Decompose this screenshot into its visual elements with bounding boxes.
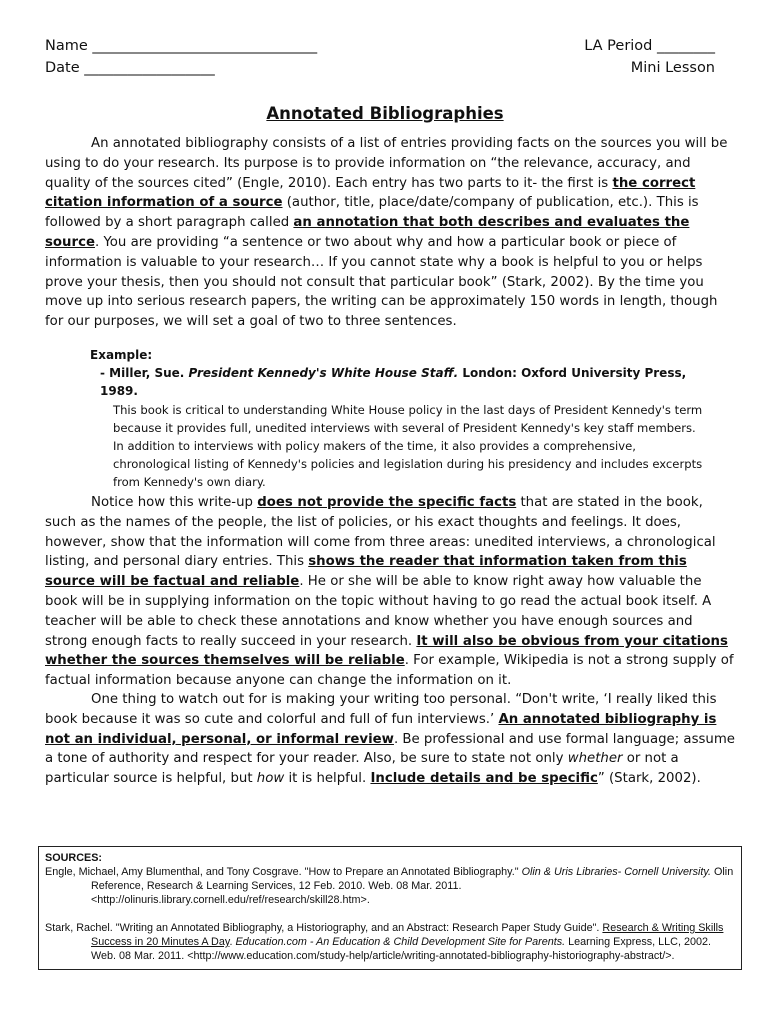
italic-run: whether bbox=[567, 751, 623, 767]
book-title: President Kennedy's White House Staff. bbox=[188, 366, 459, 380]
text-run: Engle, Michael, Amy Blumenthal, and Tony Cosgrave. "How to Prepare an Annotated Bibliography." bbox=[45, 866, 522, 878]
underlined-run: Research & Writing Skills Success in 20 Minutes A Day bbox=[91, 922, 724, 948]
text-run: London: Oxford University Press, 1989. bbox=[100, 366, 687, 398]
text-run: (author, title, place/date/company of publication, etc.). This is followed by a short paragraph called bbox=[45, 195, 699, 231]
example-citation bbox=[90, 364, 710, 400]
emphasis-run: an annotation that both describes and evaluates the source bbox=[45, 215, 690, 250]
source-entry-engle bbox=[45, 865, 735, 907]
text-run: . You are providing “a sentence or two about why and how a particular book or piece of information is valuable to your research… If you cannot state why a book is helpful to you or helps prove your thesis, then you should not consult that particular book” (Stark, 2002). By the time you move up into serious research papers, the writing can be approximately 150 words in length, though for our purposes, we will set a goal of two to three sentences. bbox=[45, 234, 718, 330]
period-field: LA Period ________ bbox=[584, 38, 715, 54]
emphasis-run: does not provide the specific facts bbox=[257, 495, 517, 510]
text-run: that are stated in the book, such as the names of the people, the list of policies, or his exact thoughts and feelings. It does, however, show that the information will come from three areas: unedited interviews, a chronological listing, and personal diary entries. This bbox=[45, 495, 716, 570]
text-run: . For example, Wikipedia is not a strong supply of factual information because anyone can change the information on it. bbox=[45, 653, 734, 689]
text-run: - Miller, Sue. bbox=[100, 366, 189, 380]
italic-run: Olin & Uris Libraries- Cornell University. bbox=[521, 866, 711, 878]
caution-paragraph bbox=[45, 690, 735, 789]
page-title: Annotated Bibliographies bbox=[266, 104, 504, 123]
intro-paragraph bbox=[45, 134, 735, 332]
text-run: ” (Stark, 2002). bbox=[597, 771, 701, 787]
sources-box bbox=[38, 846, 742, 970]
example-label: Example: bbox=[90, 348, 153, 362]
italic-run: Education.com - An Education & Child Development Site for Parents. bbox=[235, 936, 566, 948]
text-run: it is helpful. bbox=[284, 771, 371, 787]
text-run: Stark, Rachel. "Writing an Annotated Bibliography, a Historiography, and an Abstract: Research Paper Study Guide". bbox=[45, 922, 603, 934]
text-run: Notice how this write-up bbox=[91, 495, 258, 510]
emphasis-run: It will also be obvious from your citations whether the sources themselves will be reliable bbox=[45, 633, 728, 669]
emphasis-run: the correct citation information of a source bbox=[45, 175, 696, 211]
name-field: Name _______________________________ bbox=[45, 38, 318, 54]
text-run: . He or she will be able to know right away how valuable the book will be in supplying information on the topic without having to go read the actual book itself. A teacher will be able to check these annotations and know whether you have enough sources and strong enough facts to really succeed in your research. bbox=[45, 574, 712, 649]
emphasis-run: An annotated bibliography is not an individual, personal, or informal review bbox=[45, 711, 717, 747]
example-block bbox=[90, 346, 710, 491]
text-run: An annotated bibliography consists of a list of entries providing facts on the sources you will be using to do your research. Its purpose is to provide information on “the relevance, accuracy, and quality of the sources cited” (Engle, 2010). Each entry has two parts to it- the first is bbox=[45, 136, 728, 191]
emphasis-run: shows the reader that information taken from this source will be factual and reliable bbox=[45, 554, 687, 590]
emphasis-run: Include details and be specific bbox=[370, 771, 598, 787]
sources-heading: SOURCES: bbox=[45, 852, 102, 864]
italic-run: how bbox=[256, 771, 285, 787]
text-run: or not a particular source is helpful, but bbox=[45, 751, 679, 787]
mini-lesson-label: Mini Lesson bbox=[630, 60, 715, 76]
text-run: Olin Reference, Research & Learning Services, 12 Feb. 2010. Web. 08 Mar. 2011. <http://olinuris.library.cornell.edu/ref/research/skill28.htm>. bbox=[91, 866, 734, 906]
source-entry-stark bbox=[45, 921, 735, 963]
example-annotation: This book is critical to understanding White House policy in the last days of President Kennedy's term because it provides full, unedited interviews with several of President Kennedy's key staff members. In addition to interviews with policy makers of the time, it also provides a comprehensive, chronological listing of Kennedy's policies and legislation during his presidency and includes excerpts from Kennedy's own diary. bbox=[113, 403, 703, 489]
date-field: Date __________________ bbox=[45, 60, 215, 76]
text-run: . bbox=[229, 936, 236, 948]
spacer bbox=[45, 907, 735, 921]
text-run: One thing to watch out for is making your writing too personal. “Don't write, ‘I really liked this book because it was so cute and colorful and full of fun interviews.’ bbox=[45, 692, 717, 727]
text-run: . Be professional and use formal language; assume a tone of authority and respect for your reader. Also, be sure to state not only bbox=[45, 731, 735, 767]
notice-paragraph bbox=[45, 493, 735, 691]
text-run: Learning Express, LLC, 2002. Web. 08 Mar. 2011. <http://www.education.com/study-help/article/writing-annotated-bibliography-historiography-abstract/>. bbox=[91, 936, 711, 962]
